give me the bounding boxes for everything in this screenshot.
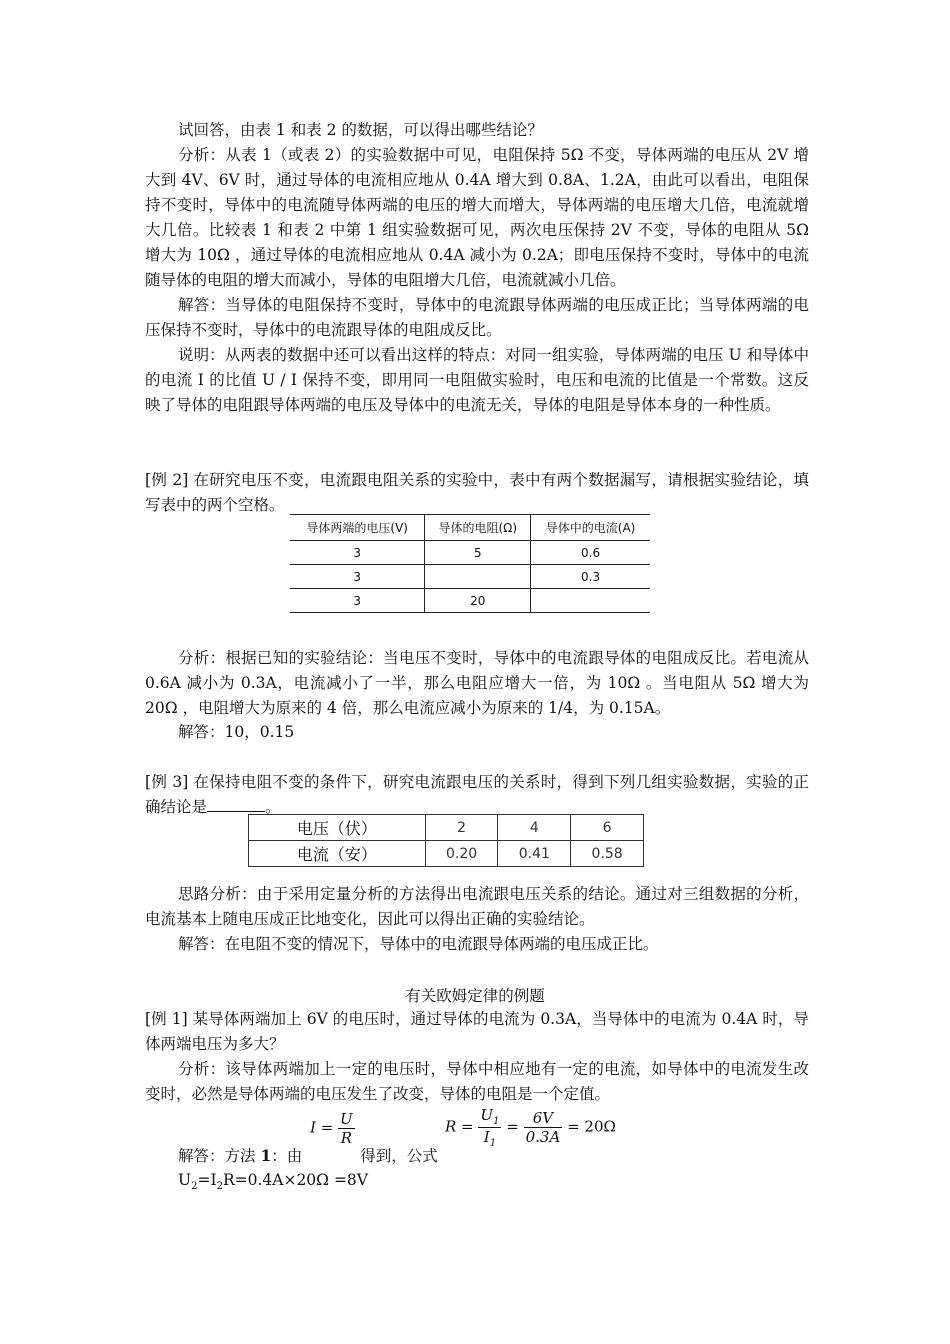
table-cell	[531, 589, 650, 613]
question-text: 试回答，由表 1 和表 2 的数据，可以得出哪些结论？	[178, 121, 543, 139]
table-row	[249, 841, 644, 867]
numerator: U	[340, 1110, 353, 1128]
fraction	[524, 1109, 563, 1146]
table-cell: 4	[498, 815, 571, 841]
table-header: 导体两端的电压(V)	[290, 515, 425, 541]
table-cell: 6	[571, 815, 644, 841]
table-row	[290, 589, 650, 613]
table-cell: 3	[290, 589, 425, 613]
table-cell: 电压（伏）	[249, 815, 426, 841]
example-3-text-a: [例 3] 在保持电阻不变的条件下，研究电流跟电压的关系时，得到下列几组实验数据，实验的正确结论是	[145, 773, 809, 816]
result-symbol-i: =I	[197, 1171, 217, 1189]
table-cell: 3	[290, 541, 425, 565]
example-3-text	[145, 770, 809, 820]
table-header: 导体中的电流(A)	[531, 515, 650, 541]
note-paragraph: 说明：从两表的数据中还可以看出这样的特点：对同一组实验，导体两端的电压 U 和导体中的电流 I 的比值 U / I 保持不变，即用同一电阻做实验时，电压和电流的比值是一个常数。这反映了导体的电阻跟导体两端的电压及导体中的电流无关，导体的电阻是导体本身的一种性质。	[145, 346, 809, 414]
table-cell: 5	[425, 541, 531, 565]
numerator: 6V	[524, 1109, 563, 1128]
denominator-symbol: I	[483, 1128, 490, 1146]
method-text-c: 得到，公式	[360, 1147, 438, 1165]
subscript: 2	[191, 1181, 198, 1193]
formula-rhs: = 20Ω	[567, 1117, 616, 1136]
formula-lhs: I =	[310, 1118, 334, 1137]
result-symbol-u: U	[178, 1171, 192, 1189]
method-number: 1	[260, 1146, 272, 1165]
table-cell: 0.41	[498, 841, 571, 867]
equals-sign: =	[506, 1117, 519, 1136]
ohm-example-1-analysis: 分析：该导体两端加上一定的电压时，导体中相应地有一定的电流，如导体中的电流发生改变时，必然是导体两端的电压发生了改变，导体的电阻是一个定值。	[145, 1060, 809, 1103]
table-cell: 0.58	[571, 841, 644, 867]
table-cell: 0.6	[531, 541, 650, 565]
table-header: 导体的电阻(Ω)	[425, 515, 531, 541]
result-line	[178, 1168, 578, 1199]
subscript: 2	[216, 1181, 223, 1193]
example-2-table	[290, 514, 650, 613]
formula-ohm-law	[310, 1110, 355, 1147]
table-cell: 0.20	[425, 841, 498, 867]
example-2-analysis: 分析：根据已知的实验结论：当电压不变时，导体中的电流跟导体的电阻成反比。若电流从 0.6A 减小为 0.3A，电流减小了一半，那么电阻应增大一倍，为 10Ω 。当电阻从 5Ω 增大为 20Ω ，电阻增大为原来的 4 倍，那么电流应减小为原来的 1/4，为 0.15A。	[145, 649, 809, 717]
numerator-symbol: U	[480, 1106, 494, 1124]
table-row	[290, 541, 650, 565]
table-cell: 电流（安）	[249, 841, 426, 867]
section-title: 有关欧姆定律的例题	[405, 987, 545, 1005]
subscript: 1	[493, 1116, 500, 1127]
method-1-line	[178, 1143, 578, 1169]
example-3-table	[248, 814, 644, 867]
answer-blank	[207, 797, 265, 812]
table-cell: 0.3	[531, 565, 650, 589]
denominator: R	[340, 1129, 353, 1147]
table-row	[249, 815, 644, 841]
ohm-example-1-text: [例 1] 某导体两端加上 6V 的电压时，通过导体的电流为 0.3A，当导体中的电流为 0.4A 时，导体两端电压为多大？	[145, 1010, 809, 1053]
answer-paragraph: 解答：当导体的电阻保持不变时，导体中的电流跟导体两端的电压成正比；当导体两端的电压保持不变时，导体中的电流跟导体的电阻成反比。	[145, 296, 809, 339]
denominator: 0.3A	[525, 1128, 561, 1146]
table-cell: 20	[425, 589, 531, 613]
example-2-text: [例 2] 在研究电压不变，电流跟电阻关系的实验中，表中有两个数据漏写，请根据实验结论，填写表中的两个空格。	[145, 471, 809, 514]
table-cell	[425, 565, 531, 589]
result-value: R=0.4A×20Ω =8V	[222, 1171, 368, 1189]
analysis-paragraph: 分析：从表 1（或表 2）的实验数据中可见，电阻保持 5Ω 不变，导体两端的电压从 2V 增大到 4V、6V 时，通过导体的电流相应地从 0.4A 增大到 0.8A、1.2A，由此可以看出，电阻保持不变时，导体中的电流随导体两端的电压的增大而增大，导体两端的电压增大几倍，电流就增大几倍。比较表 1 和表 2 中第 1 组实验数据可见，两次电压保持 2V 不变，导体的电阻从 5Ω 增大为 10Ω ，通过导体的电流相应地从 0.4A 减小为 0.2A；即电压保持不变时，导体中的电流随导体的电阻的增大而减小，导体的电阻增大几倍，电流就减小几倍。	[145, 146, 809, 289]
table-cell: 2	[425, 815, 498, 841]
formula-lhs: R =	[445, 1117, 474, 1136]
method-text-b: ：由	[271, 1147, 303, 1165]
example-3-analysis: 思路分析：由于采用定量分析的方法得出电流跟电压关系的结论。通过对三组数据的分析，电流基本上随电压成正比地变化，因此可以得出正确的实验结论。	[145, 885, 809, 928]
example-3-answer: 解答：在电阻不变的情况下，导体中的电流跟导体两端的电压成正比。	[178, 935, 659, 953]
fraction	[338, 1110, 355, 1147]
table-header-row	[290, 515, 650, 541]
example-3-text-b: 。	[265, 798, 281, 816]
method-text-a: 解答：方法	[178, 1147, 261, 1165]
numerator	[478, 1106, 501, 1128]
table-row	[290, 565, 650, 589]
subscript: 1	[489, 1138, 497, 1149]
table-cell: 3	[290, 565, 425, 589]
example-2-answer: 解答：10，0.15	[178, 723, 295, 741]
